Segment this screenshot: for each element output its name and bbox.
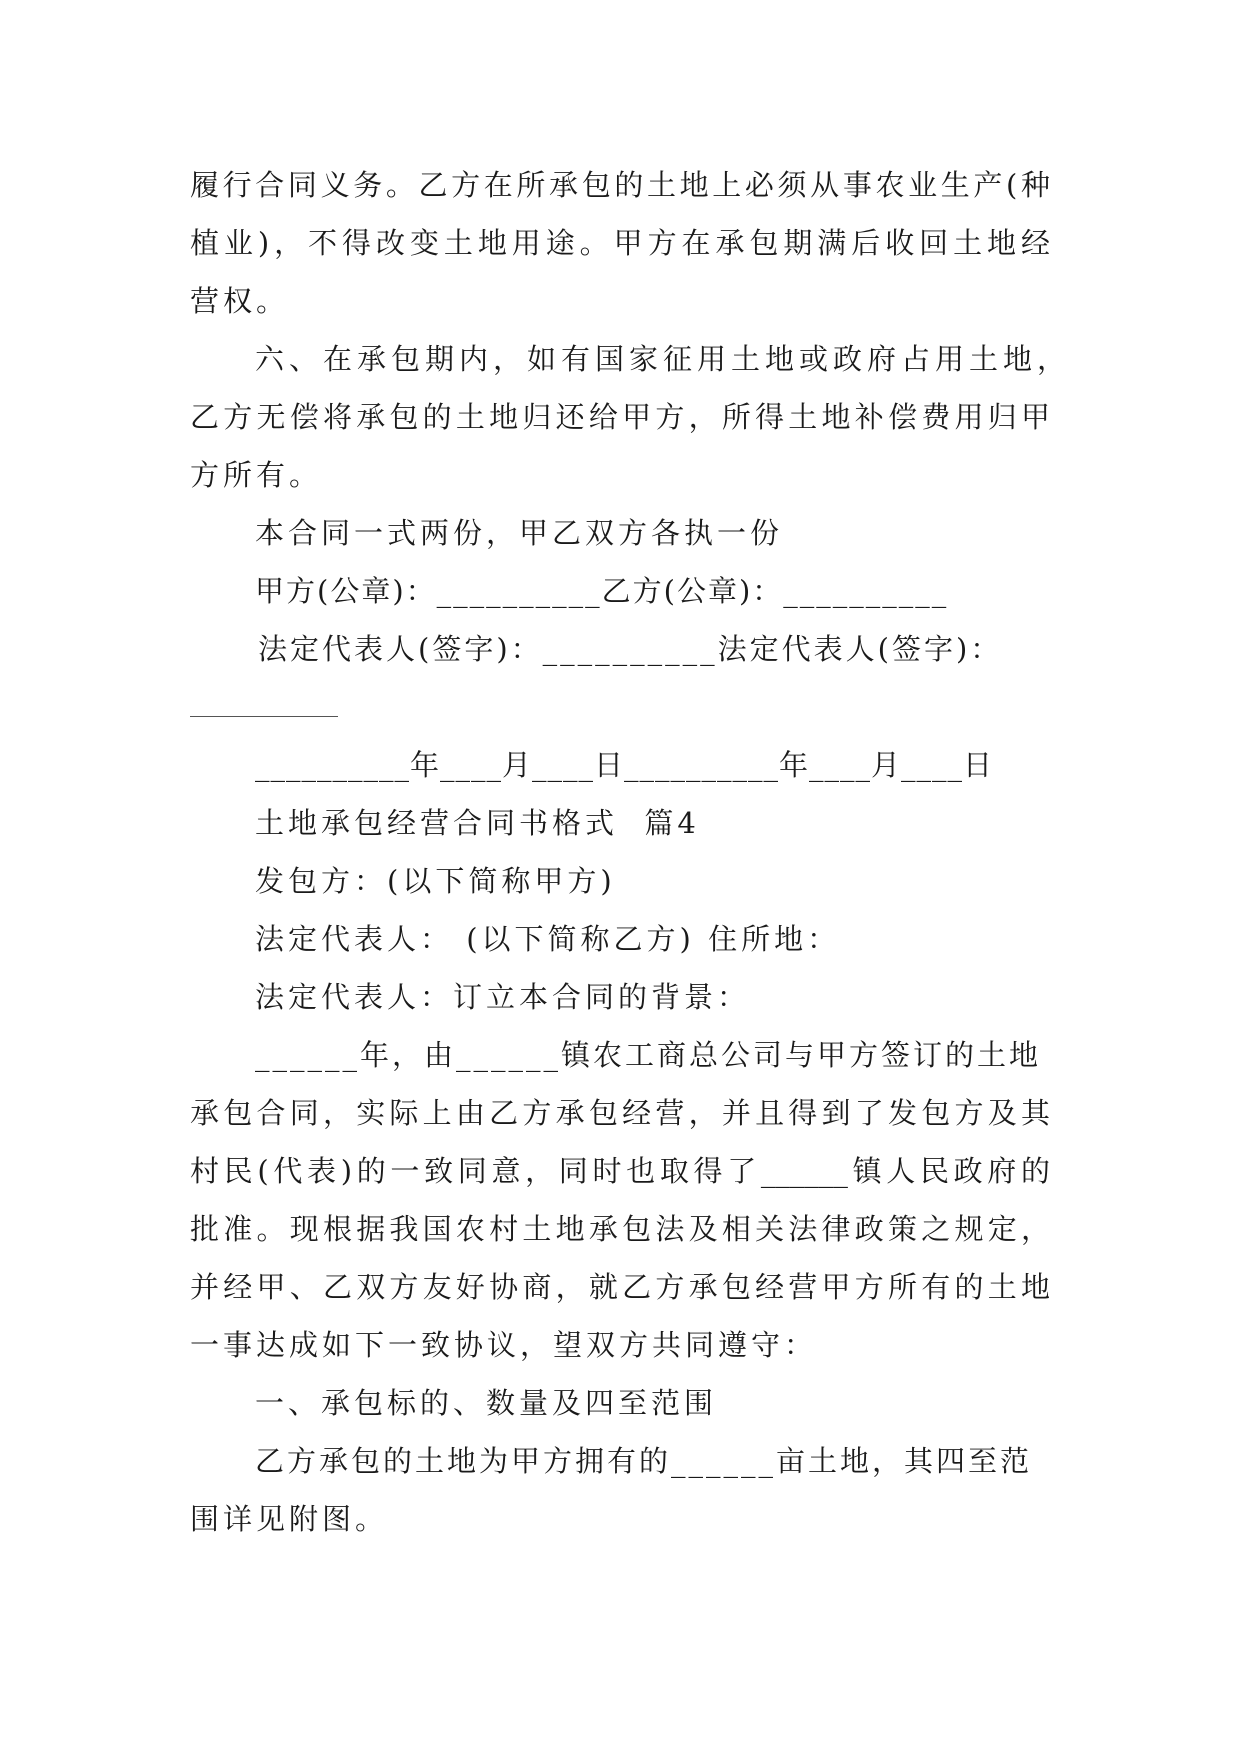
text-line-23: 围详见附图。 bbox=[190, 1502, 389, 1536]
text-line-1: 履行合同义务。乙方在所承包的土地上必须从事农业生产(种 bbox=[190, 168, 1050, 202]
text-line-16: 承包合同，实际上由乙方承包经营，并且得到了发包方及其 bbox=[190, 1096, 1050, 1130]
section-heading-4: 土地承包经营合同书格式 篇4 bbox=[255, 806, 700, 840]
text-line-12: 发包方：(以下简称甲方) bbox=[255, 864, 616, 898]
text-line-6: 方所有。 bbox=[190, 458, 323, 492]
text-line-17: 村民(代表)的一致同意，同时也取得了______镇人民政府的 bbox=[190, 1154, 1050, 1188]
text-line-8: 甲方(公章)：__________乙方(公章)：__________ bbox=[255, 574, 949, 608]
text-line-15: ______年，由______镇农工商总公司与甲方签订的土地 bbox=[255, 1038, 1042, 1072]
text-line-13: 法定代表人： (以下简称乙方) 住所地： bbox=[255, 922, 841, 956]
text-line-9: 法定代表人(签字)：__________法定代表人(签字)： bbox=[258, 632, 1003, 666]
text-line-19: 并经甲、乙双方友好协商，就乙方承包经营甲方所有的土地 bbox=[190, 1270, 1050, 1304]
text-line-14: 法定代表人：订立本合同的背景： bbox=[255, 980, 751, 1014]
text-line-18: 批准。现根据我国农村土地承包法及相关法律政策之规定， bbox=[190, 1212, 1050, 1246]
text-line-10: __________年____月____日__________年____月____日 bbox=[255, 748, 994, 782]
text-line-7: 本合同一式两份，甲乙双方各执一份 bbox=[255, 516, 784, 550]
text-line-2: 植业)，不得改变土地用途。甲方在承包期满后收回土地经 bbox=[190, 226, 1050, 260]
signature-underline bbox=[190, 716, 338, 717]
text-line-20: 一事达成如下一致协议，望双方共同遵守： bbox=[190, 1328, 818, 1362]
text-line-5: 乙方无偿将承包的土地归还给甲方，所得土地补偿费用归甲 bbox=[190, 400, 1050, 434]
clause-heading-1: 一、承包标的、数量及四至范围 bbox=[255, 1386, 718, 1420]
text-line-4: 六、在承包期内，如有国家征用土地或政府占用土地， bbox=[255, 342, 1072, 376]
text-line-22: 乙方承包的土地为甲方拥有的______亩土地，其四至范 bbox=[255, 1444, 1033, 1478]
text-line-3: 营权。 bbox=[190, 284, 290, 318]
